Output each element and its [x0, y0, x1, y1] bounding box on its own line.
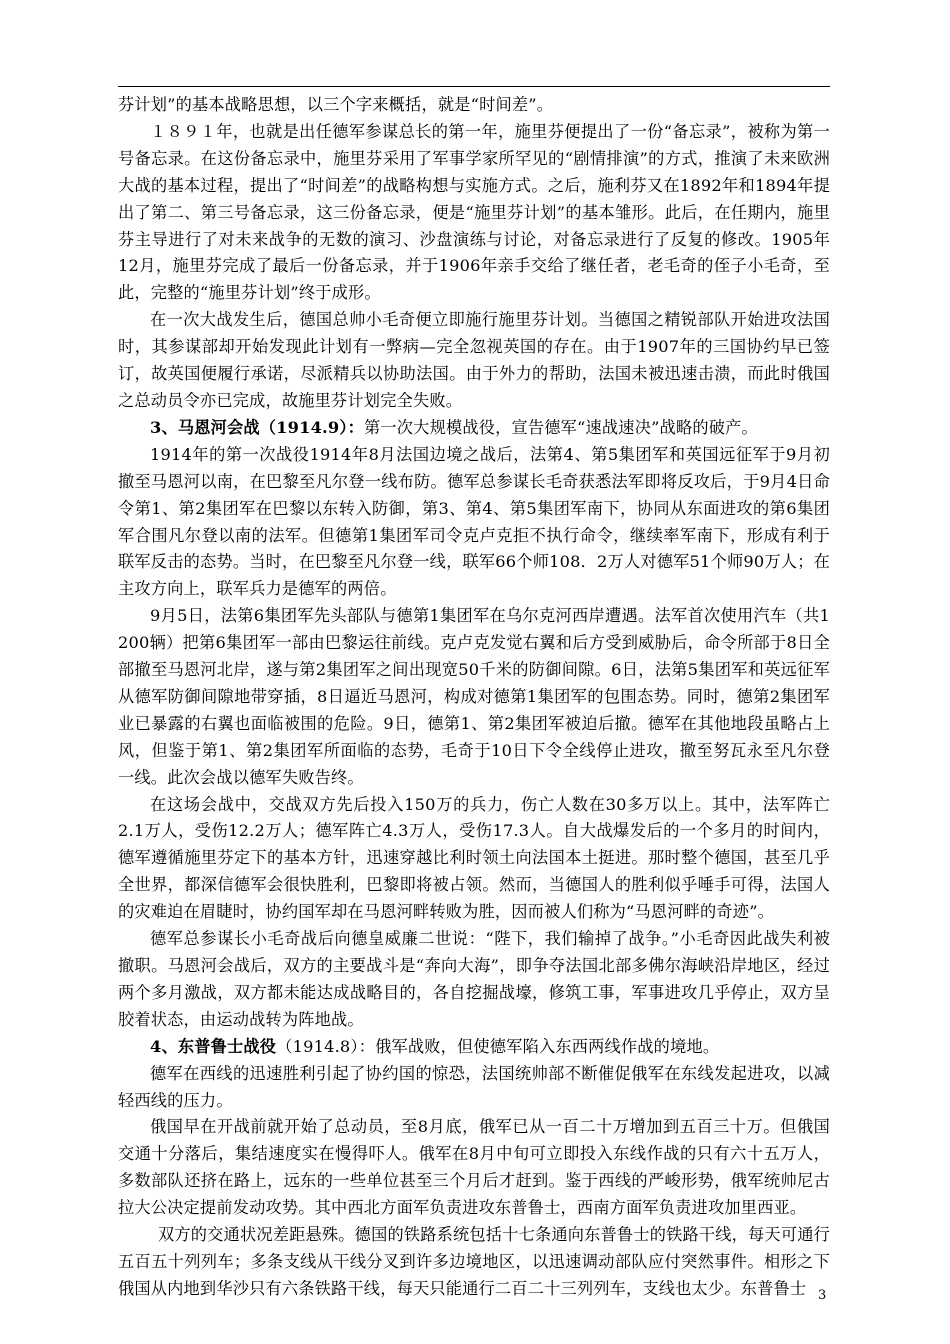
paragraph: 俄国早在开战前就开始了总动员，至8月底，俄军已从一百二十万增加到五百三十万。但俄国交通十分落后，集结速度实在慢得吓人。俄军在8月中旬可立即投入东线作战的只有六十五万人，多数部队还挤在路上，远东的一些单位甚至三个月后才赶到。鉴于西线的严峻形势，俄军统帅尼古拉大公决定提前发动攻势。其中西北方面军负责进攻东普鲁士，西南方面军负责进攻加里西亚。 [118, 1117, 830, 1218]
paragraph: 1914年的第一次战役1914年8月法国边境之战后，法第4、第5集团军和英国远征军于9月初撤至马恩河以南，在巴黎至凡尔登一线布防。德军总参谋长毛奇获悉法军即将反攻后，于9月4日命令第1、第2集团军在巴黎以东转入防御，第3、第4、第5集团军南下，协同从东面进攻的第6集团军合围凡尔登以南的法军。但德第1集团军司令克卢克拒不执行命令，继续率军南下，形成有利于联军反击的态势。当时，在巴黎至凡尔登一线，联军66个师108．2万人对德军51个师90万人；在主攻方向上，联军兵力是德军的两倍。 [118, 444, 830, 599]
paragraph: 在这场会战中，交战双方先后投入150万的兵力，伤亡人数在30多万以上。其中，法军阵亡2.1万人，受伤12.2万人；德军阵亡4.3万人，受伤17.3人。自大战爆发后的一个多月的时间内，德军遵循施里芬定下的基本方针，迅速穿越比利时领土向法国本土挺进。那时整个德国，甚至几乎全世界，都深信德军会很快胜利，巴黎即将被占领。然而，当德国人的胜利似乎唾手可得，法国人的灾难迫在眉睫时，协约国军却在马恩河畔转败为胜，因而被人们称为“马恩河畔的奇迹”。 [118, 794, 830, 922]
paragraph: 德军总参谋长小毛奇战后向德皇威廉二世说：“陛下，我们输掉了战争。”小毛奇因此战失利被撤职。马恩河会战后，双方的主要战斗是“奔向大海”，即争夺法国北部多佛尔海峡沿岸地区，经过两个多月激战，双方都未能达成战略目的，各自挖掘战壕，修筑工事，军事进攻几乎停止，双方呈胶着状态，由运动战转为阵地战。 [118, 929, 830, 1029]
section-heading: 3、马恩河会战（1914.9）： [150, 417, 365, 437]
paragraph: 双方的交通状况差距悬殊。德国的铁路系统包括十七条通向东普鲁士的铁路干线，每天可通行五百五十列列车；多条支线从干线分叉到许多边境地区，以迅速调动部队应付突然事件。相形之下俄国从内地到华沙只有六条铁路干线，每天只能通行二百二十三列列车，支线也太少。东普鲁士 [118, 1225, 830, 1298]
section-heading: 4、东普鲁士战役 [150, 1036, 277, 1056]
section-summary: （1914.8）：俄军战败，但使德军陷入东西两线作战的境地。 [276, 1036, 720, 1056]
paragraph: 9月5日，法第6集团军先头部队与德第1集团军在乌尔克河西岸遭遇。法军首次使用汽车（共1 200辆）把第6集团军一部由巴黎运往前线。克卢克发觉右翼和后方受到威胁后，命令所部于8日全部撤至马恩河北岸，遂与第2集团军之间出现宽50千米的防御间隙。6日，法第5集团军和英远征军从德军防御间隙地带穿插，8日逼近马恩河，构成对德第1集团军的包围态势。同时，德第2集团军业已暴露的右翼也面临被围的危险。9日，德第1、第2集团军被迫后撤。德军在其他地段虽略占上风，但鉴于第1、第2集团军所面临的态势，毛奇于10日下令全线停止进攻，撤至努瓦永至凡尔登一线。此次会战以德军失败告终。 [118, 606, 830, 787]
paragraph: 德军在西线的迅速胜利引起了协约国的惊恐，法国统帅部不断催促俄军在东线发起进攻，以减轻西线的压力。 [118, 1063, 830, 1110]
section-paragraph [118, 415, 830, 442]
paragraph: 在一次大战发生后，德国总帅小毛奇便立即施行施里芬计划。当德国之精锐部队开始进攻法国时，其参谋部却开始发现此计划有一弊病—完全忽视英国的存在。由于1907年的三国协约早已签订，故英国便履行承诺，尽派精兵以协助法国。由于外力的帮助，法国未被迅速击溃，而此时俄国之总动员令亦已完成，故施里芬计划完全失败。 [118, 310, 830, 410]
section-paragraph [118, 1034, 830, 1061]
page-number: 3 [818, 1288, 827, 1303]
section-summary: 第一次大规模战役，宣告德军“速战速决”战略的破产。 [364, 417, 758, 437]
document-body [118, 92, 830, 1303]
header-rule [118, 86, 830, 87]
paragraph: 芬计划”的基本战略思想，以三个字来概括，就是“时间差”。 [118, 95, 554, 114]
paragraph: １８９１年，也就是出任德军参谋总长的第一年，施里芬便提出了一份“备忘录”，被称为第一号备忘录。在这份备忘录中，施里芬采用了军事学家所罕见的“剧情排演”的方式，推演了未来欧洲大战的基本过程，提出了“时间差”的战略构想与实施方式。之后，施利芬又在1892年和1894年提出了第二、第三号备忘录，这三份备忘录，便是“施里芬计划”的基本雏形。此后，在任期内，施里芬主导进行了对未来战争的无数的演习、沙盘演练与讨论，对备忘录进行了反复的修改。1905年12月，施里芬完成了最后一份备忘录，并于1906年亲手交给了继任者，老毛奇的侄子小毛奇，至此，完整的“施里芬计划”终于成形。 [118, 121, 830, 303]
